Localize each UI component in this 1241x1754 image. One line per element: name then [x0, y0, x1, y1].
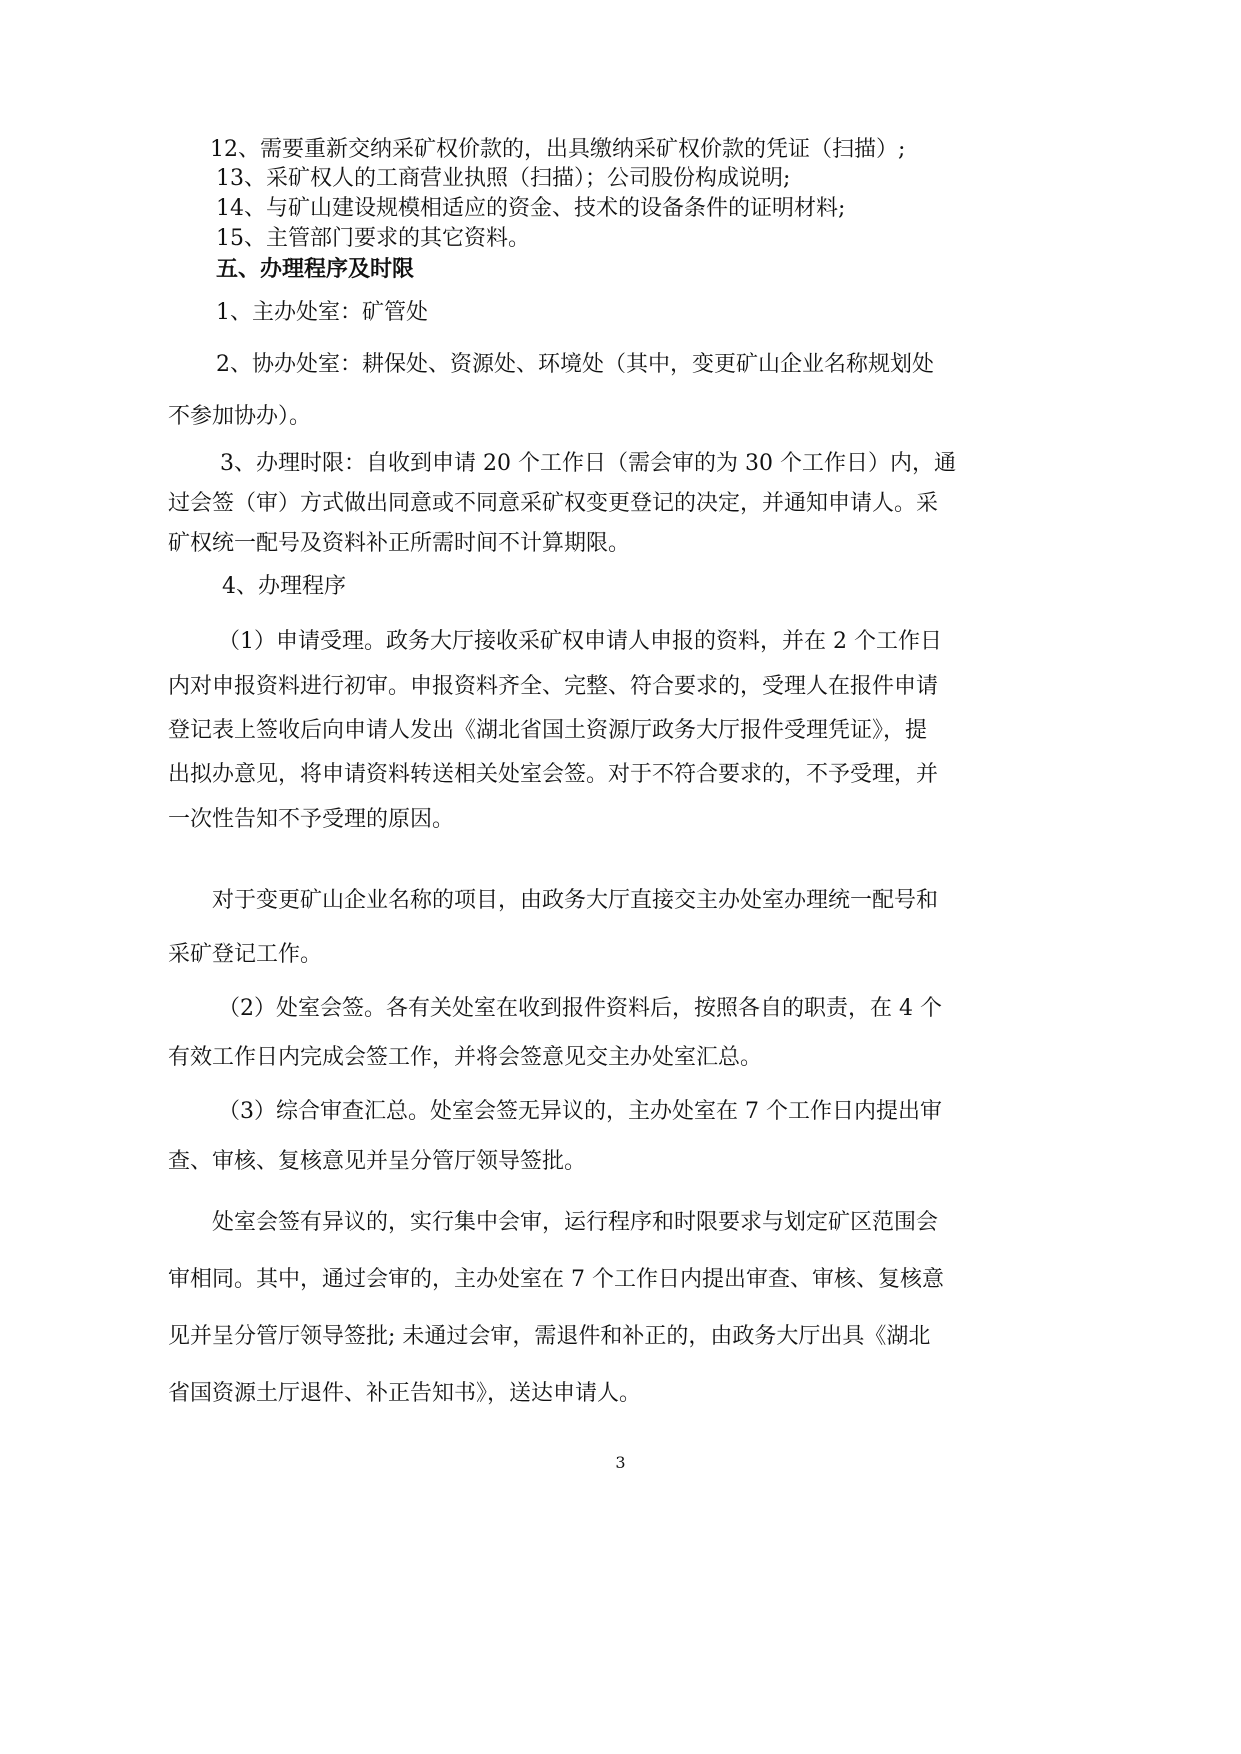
list-item-14: 14、与矿山建设规模相适应的资金、技术的设备条件的证明材料;: [216, 196, 846, 221]
objection-line-3: 见并呈分管厅领导签批; 未通过会审，需退件和补正的，由政务大厅出具《湖北: [168, 1324, 931, 1349]
objection-line-4: 省国资源土厅退件、补正告知书》，送达申请人。: [168, 1381, 642, 1406]
objection-line-2: 审相同。其中，通过会审的，主办处室在 7 个工作日内提出审查、审核、复核意: [168, 1267, 944, 1292]
time-limit-line-3: 矿权统一配号及资料补正所需时间不计算期限。: [168, 531, 631, 556]
list-item-13: 13、采矿权人的工商营业执照（扫描）；公司股份构成说明;: [216, 166, 791, 191]
step3-line-2: 查、审核、复核意见并呈分管厅领导签批。: [168, 1149, 587, 1174]
step2-line-2: 有效工作日内完成会签工作，并将会签意见交主办处室汇总。: [168, 1045, 763, 1070]
host-office-line: 1、主办处室：矿管处: [216, 300, 428, 325]
list-item-15: 15、主管部门要求的其它资料。: [216, 226, 530, 251]
step2-line-1: （2）处室会签。各有关处室在收到报件资料后，按照各自的职责，在 4 个: [218, 996, 942, 1021]
time-limit-line-1: 3、办理时限：自收到申请 20 个工作日（需会审的为 30 个工作日）内，通: [220, 451, 956, 476]
section-heading: 五、办理程序及时限: [216, 256, 415, 282]
name-change-line-2: 采矿登记工作。: [168, 942, 323, 967]
step1-line-4: 出拟办意见，将申请资料转送相关处室会签。对于不符合要求的，不予受理，并: [168, 762, 939, 787]
objection-line-1: 处室会签有异议的，实行集中会审，运行程序和时限要求与划定矿区范围会: [212, 1210, 939, 1235]
name-change-line-1: 对于变更矿山企业名称的项目，由政务大厅直接交主办处室办理统一配号和: [212, 888, 939, 913]
procedure-heading: 4、办理程序: [222, 574, 346, 599]
list-item-12: 12、需要重新交纳采矿权价款的，出具缴纳采矿权价款的凭证（扫描）;: [210, 137, 906, 162]
step3-line-1: （3）综合审查汇总。处室会签无异议的，主办处室在 7 个工作日内提出审: [218, 1099, 942, 1124]
step1-line-3: 登记表上签收后向申请人发出《湖北省国土资源厅政务大厅报件受理凭证》，提: [168, 718, 928, 743]
assist-office-line-1: 2、协办处室：耕保处、资源处、环境处（其中，变更矿山企业名称规划处: [216, 352, 934, 377]
page-number: 3: [615, 1453, 626, 1472]
step1-line-2: 内对申报资料进行初审。申报资料齐全、完整、符合要求的，受理人在报件申请: [168, 674, 939, 699]
time-limit-line-2: 过会签（审）方式做出同意或不同意采矿权变更登记的决定，并通知申请人。采: [168, 491, 939, 516]
step1-line-1: （1）申请受理。政务大厅接收采矿权申请人申报的资料，并在 2 个工作日: [218, 629, 942, 654]
step1-line-5: 一次性告知不予受理的原因。: [168, 807, 455, 832]
assist-office-line-2: 不参加协办）。: [168, 404, 312, 429]
